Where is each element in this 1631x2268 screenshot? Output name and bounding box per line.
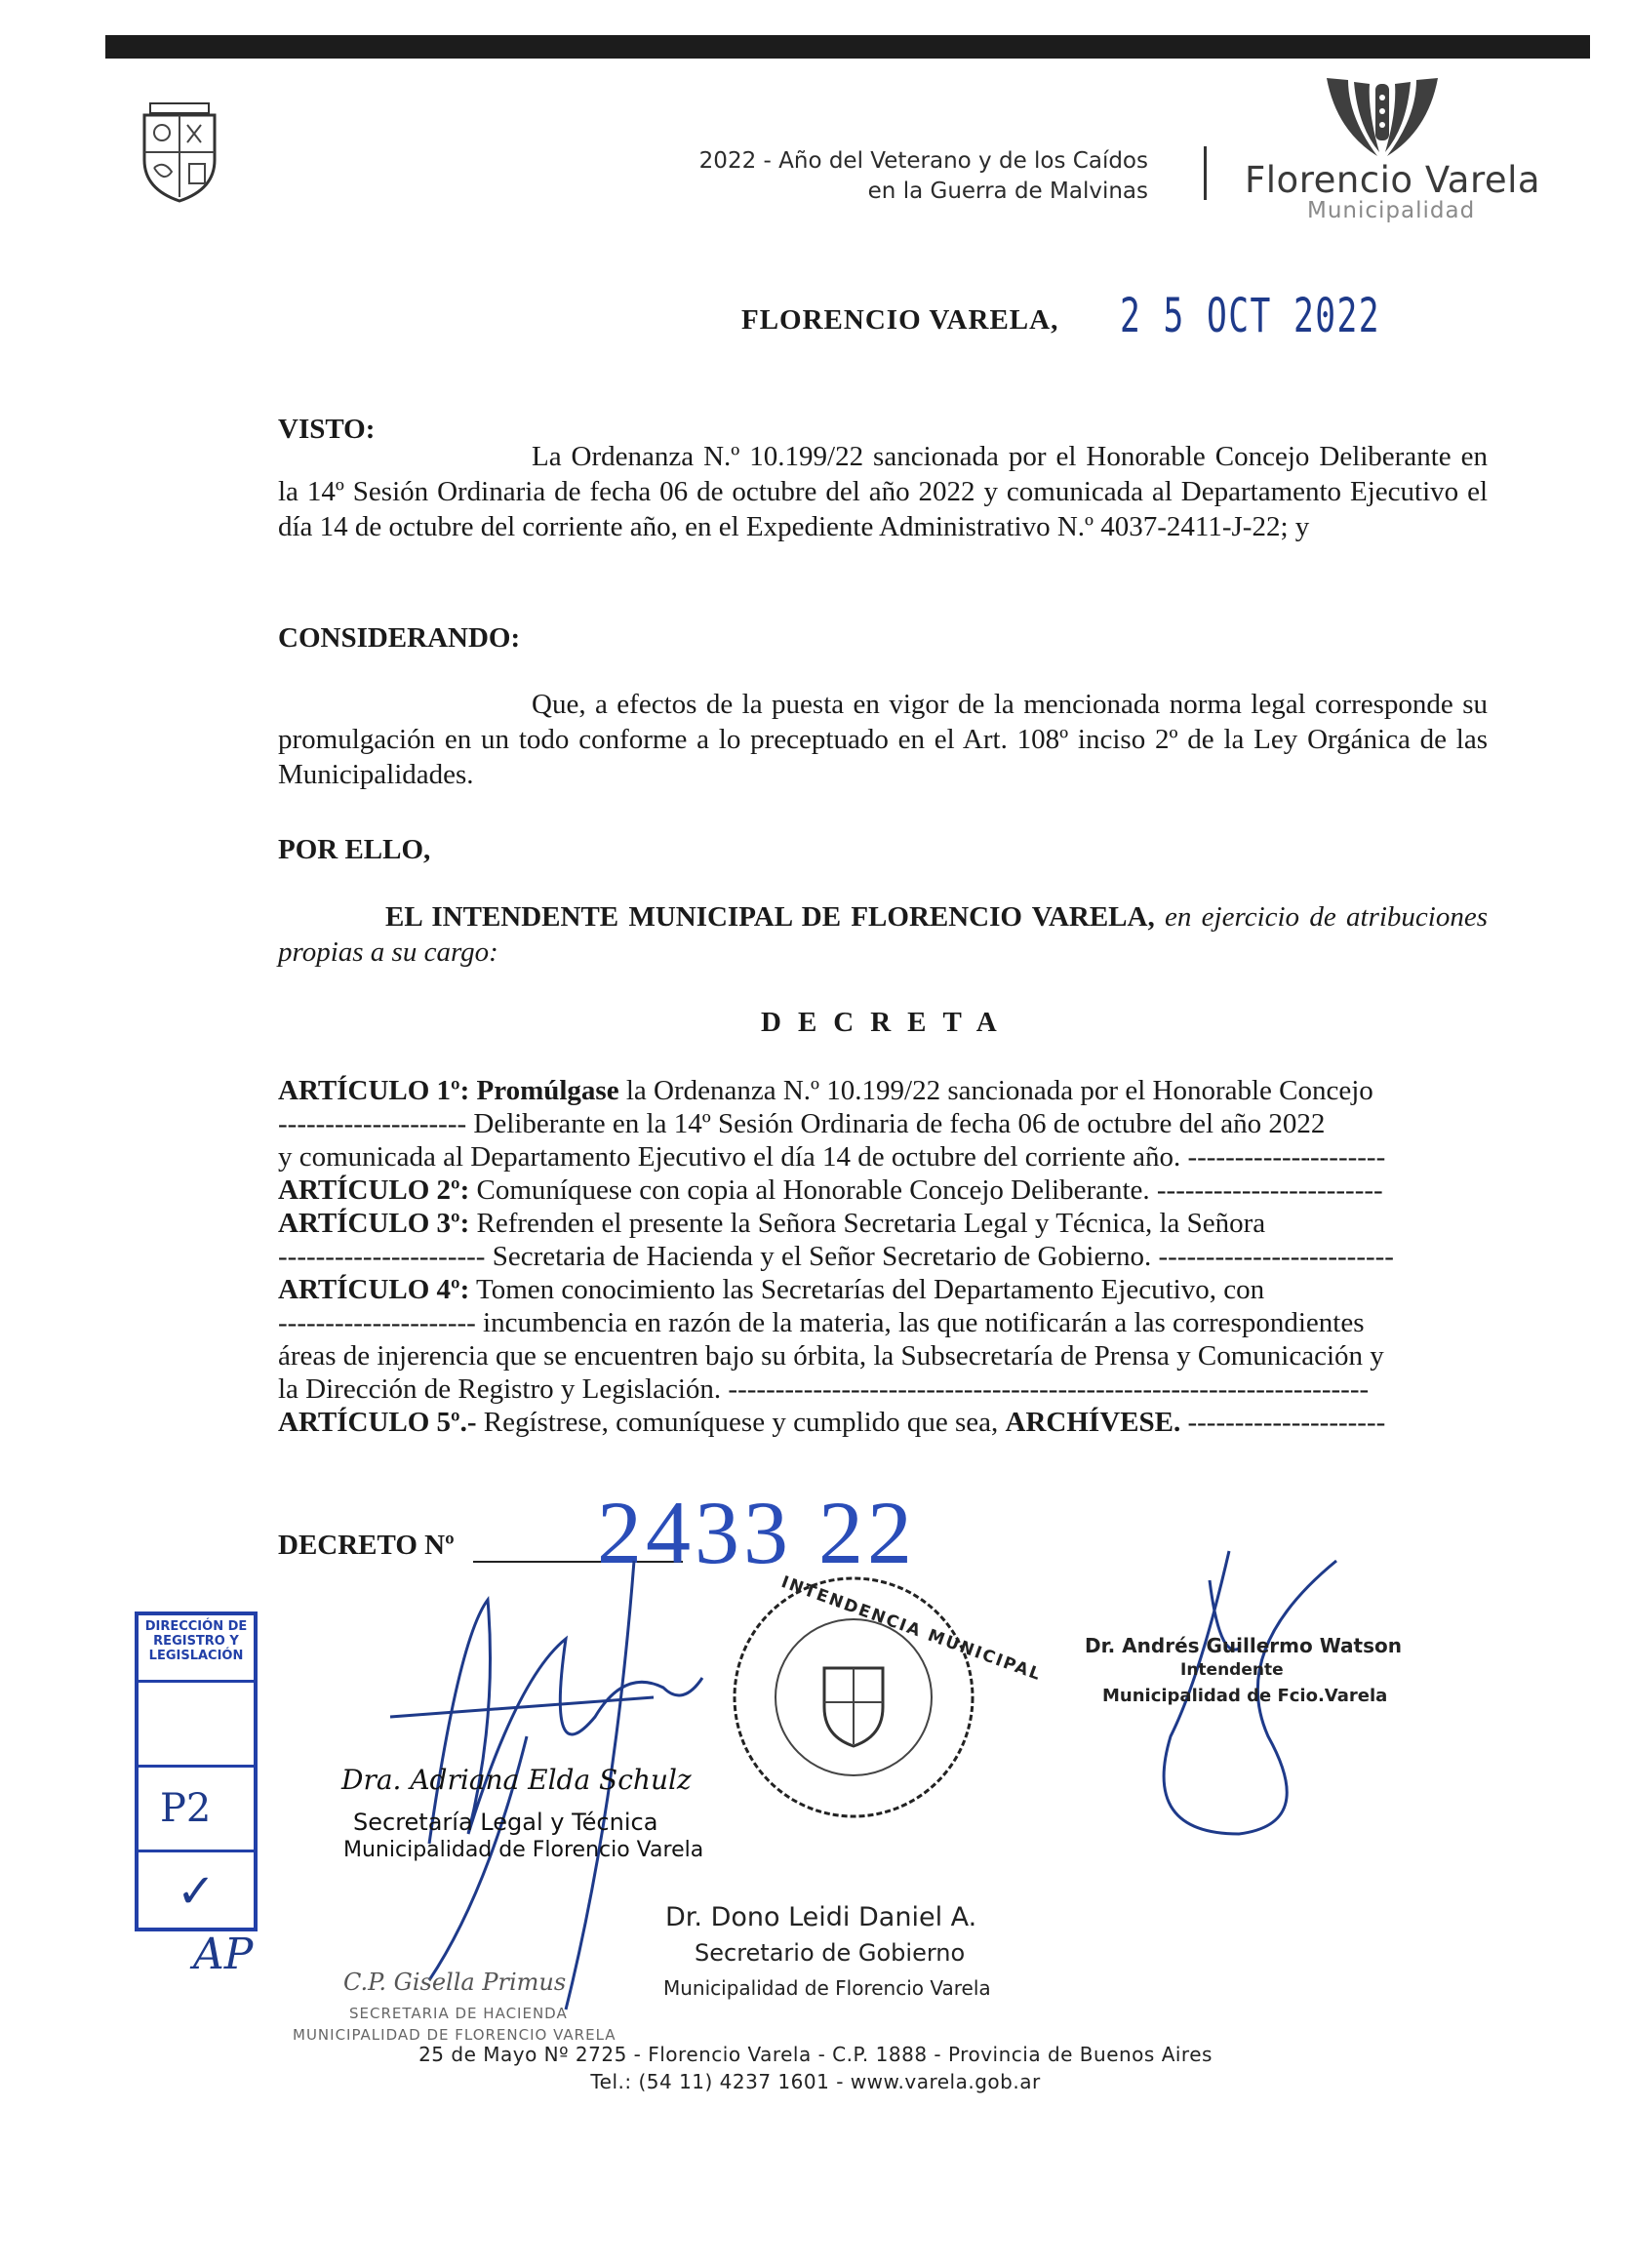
article-5 <box>278 1406 1490 1439</box>
footer-address: 25 de Mayo Nº 2725 - Florencio Varela - C.P. 1888 - Provincia de Buenos Aires <box>418 2043 1213 2066</box>
article-5-label: ARTÍCULO 5º.- <box>278 1407 477 1438</box>
registry-stamp-mark-1: P2 <box>139 1768 254 1852</box>
article-4-label: ARTÍCULO 4º: <box>278 1274 470 1305</box>
visto-paragraph <box>278 439 1488 544</box>
primus-org: MUNICIPALIDAD DE FLORENCIO VARELA <box>293 2026 617 2044</box>
intendente-bold: EL INTENDENTE MUNICIPAL DE FLORENCIO VARELA, <box>385 901 1155 933</box>
considerando-heading: CONSIDERANDO: <box>278 622 521 654</box>
article-4-line-1 <box>278 1273 1490 1306</box>
article-4-line-2: --------------------- incumbencia en razón de la materia, las que notificarán a las correspondientes <box>278 1307 1365 1338</box>
registry-stamp-cell-1 <box>139 1683 254 1768</box>
article-5-dash: --------------------- <box>1187 1407 1386 1438</box>
registry-stamp-header <box>139 1615 254 1683</box>
schulz-title: Secretaría Legal y Técnica <box>353 1809 658 1836</box>
articles-block <box>278 1074 1490 1439</box>
scan-top-border <box>105 35 1590 59</box>
article-1-bold: Promúlgase <box>476 1075 619 1106</box>
year-motto <box>660 146 1148 207</box>
registry-stamp-line-1: DIRECCIÓN DE <box>144 1619 248 1634</box>
seal-text: INTENDENCIA MUNICIPAL <box>778 1572 1045 1686</box>
considerando-text: Que, a efectos de la puesta en vigor de la mencionada norma legal corresponde su promulgación en un todo conforme a lo preceptuado en el Art. 108º inciso 2º de la Ley Orgánica de las Municipalidades. <box>278 689 1488 790</box>
article-3-text-1: Refrenden el presente la Señora Secretaria Legal y Técnica, la Señora <box>476 1208 1266 1239</box>
logo-name: Florencio Varela <box>1245 159 1541 201</box>
footer-contact: Tel.: (54 11) 4237 1601 - www.varela.gob.ar <box>590 2070 1041 2093</box>
primus-name: C.P. Gisella Primus <box>343 1969 567 1996</box>
schulz-org: Municipalidad de Florencio Varela <box>343 1838 704 1862</box>
visto-text: La Ordenanza N.º 10.199/22 sancionada por el Honorable Concejo Deliberante en la 14º Sesión Ordinaria de fecha 06 de octubre del año 2022 y comunicada al Departamento Ejecutivo el día 14 de octubre del corriente año, en el Expediente Administrativo N.º 4037-2411-J-22; y <box>278 441 1488 542</box>
article-3-label: ARTÍCULO 3º: <box>278 1208 470 1239</box>
watson-org: Municipalidad de Fcio.Varela <box>1102 1686 1388 1706</box>
article-1-text-1: la Ordenanza N.º 10.199/22 sancionada por el Honorable Concejo <box>625 1075 1373 1106</box>
leidi-title: Secretario de Gobierno <box>695 1939 966 1967</box>
logo-subtitle: Municipalidad <box>1307 198 1476 223</box>
motto-line-1: 2022 - Año del Veterano y de los Caídos <box>698 148 1148 174</box>
intendente-paragraph <box>278 899 1488 970</box>
intendente-italic: en ejercicio de atribuciones propias a su cargo: <box>278 901 1488 968</box>
article-3-line-1 <box>278 1207 1490 1240</box>
florencio-varela-logo-icon <box>1319 72 1446 162</box>
leidi-name: Dr. Dono Leidi Daniel A. <box>665 1902 977 1932</box>
registry-stamp-mark-2: ✓ <box>176 1864 217 1919</box>
motto-line-2: en la Guerra de Malvinas <box>867 179 1148 204</box>
watson-name: Dr. Andrés Guillermo Watson <box>1085 1634 1402 1657</box>
header-divider <box>1204 146 1207 200</box>
watson-handwritten-signature <box>1112 1541 1385 1873</box>
article-4-line-4: la Dirección de Registro y Legislación. -------------------------------------------------------------------- <box>278 1373 1370 1405</box>
article-5-bold: ARCHÍVESE. <box>1005 1407 1181 1438</box>
article-1-line-1 <box>278 1074 1490 1107</box>
article-4-line-3: áreas de injerencia que se encuentren bajo su órbita, la Subsecretaría de Prensa y Comunicación y <box>278 1340 1384 1372</box>
leidi-org: Municipalidad de Florencio Varela <box>663 1976 991 2000</box>
decreta-heading: DECRETA <box>761 1007 1014 1038</box>
municipal-crest-icon <box>135 99 224 205</box>
article-2-label: ARTÍCULO 2º: <box>278 1174 470 1206</box>
por-ello-heading: POR ELLO, <box>278 834 431 865</box>
watson-title: Intendente <box>1180 1660 1284 1680</box>
article-1-label: ARTÍCULO 1º: <box>278 1075 470 1106</box>
registry-stamp-line-2: REGISTRO Y <box>153 1634 239 1649</box>
article-5-text: Regístrese, comuníquese y cumplido que sea, <box>483 1407 999 1438</box>
registry-initials: AP <box>193 1930 254 1979</box>
decree-number-stamp: 2433 22 <box>597 1483 916 1582</box>
article-1-line-3: y comunicada al Departamento Ejecutivo el día 14 de octubre del corriente año. --------------------- <box>278 1141 1386 1173</box>
article-3-line-2: ---------------------- Secretaria de Hacienda y el Señor Secretario de Gobierno. ------------------------- <box>278 1241 1394 1272</box>
decree-number-label: DECRETO Nº <box>278 1530 455 1561</box>
article-4-text-1: Tomen conocimiento las Secretarías del Departamento Ejecutivo, con <box>476 1274 1265 1305</box>
article-2 <box>278 1174 1490 1207</box>
date-stamp: 2 5 OCT 2022 <box>1120 289 1380 343</box>
registry-stamp <box>135 1611 258 1931</box>
article-1-line-2: -------------------- Deliberante en la 14º Sesión Ordinaria de fecha 06 de octubre del año 2022 <box>278 1108 1326 1139</box>
visto-heading: VISTO: <box>278 414 376 445</box>
schulz-name: Dra. Adriana Elda Schulz <box>341 1764 692 1796</box>
city-label: FLORENCIO VARELA, <box>741 304 1059 336</box>
article-2-text: Comuníquese con copia al Honorable Concejo Deliberante. ------------------------ <box>476 1174 1383 1206</box>
considerando-paragraph <box>278 687 1488 792</box>
registry-stamp-line-3: LEGISLACIÓN <box>148 1649 244 1663</box>
primus-title: SECRETARIA DE HACIENDA <box>349 2005 568 2022</box>
